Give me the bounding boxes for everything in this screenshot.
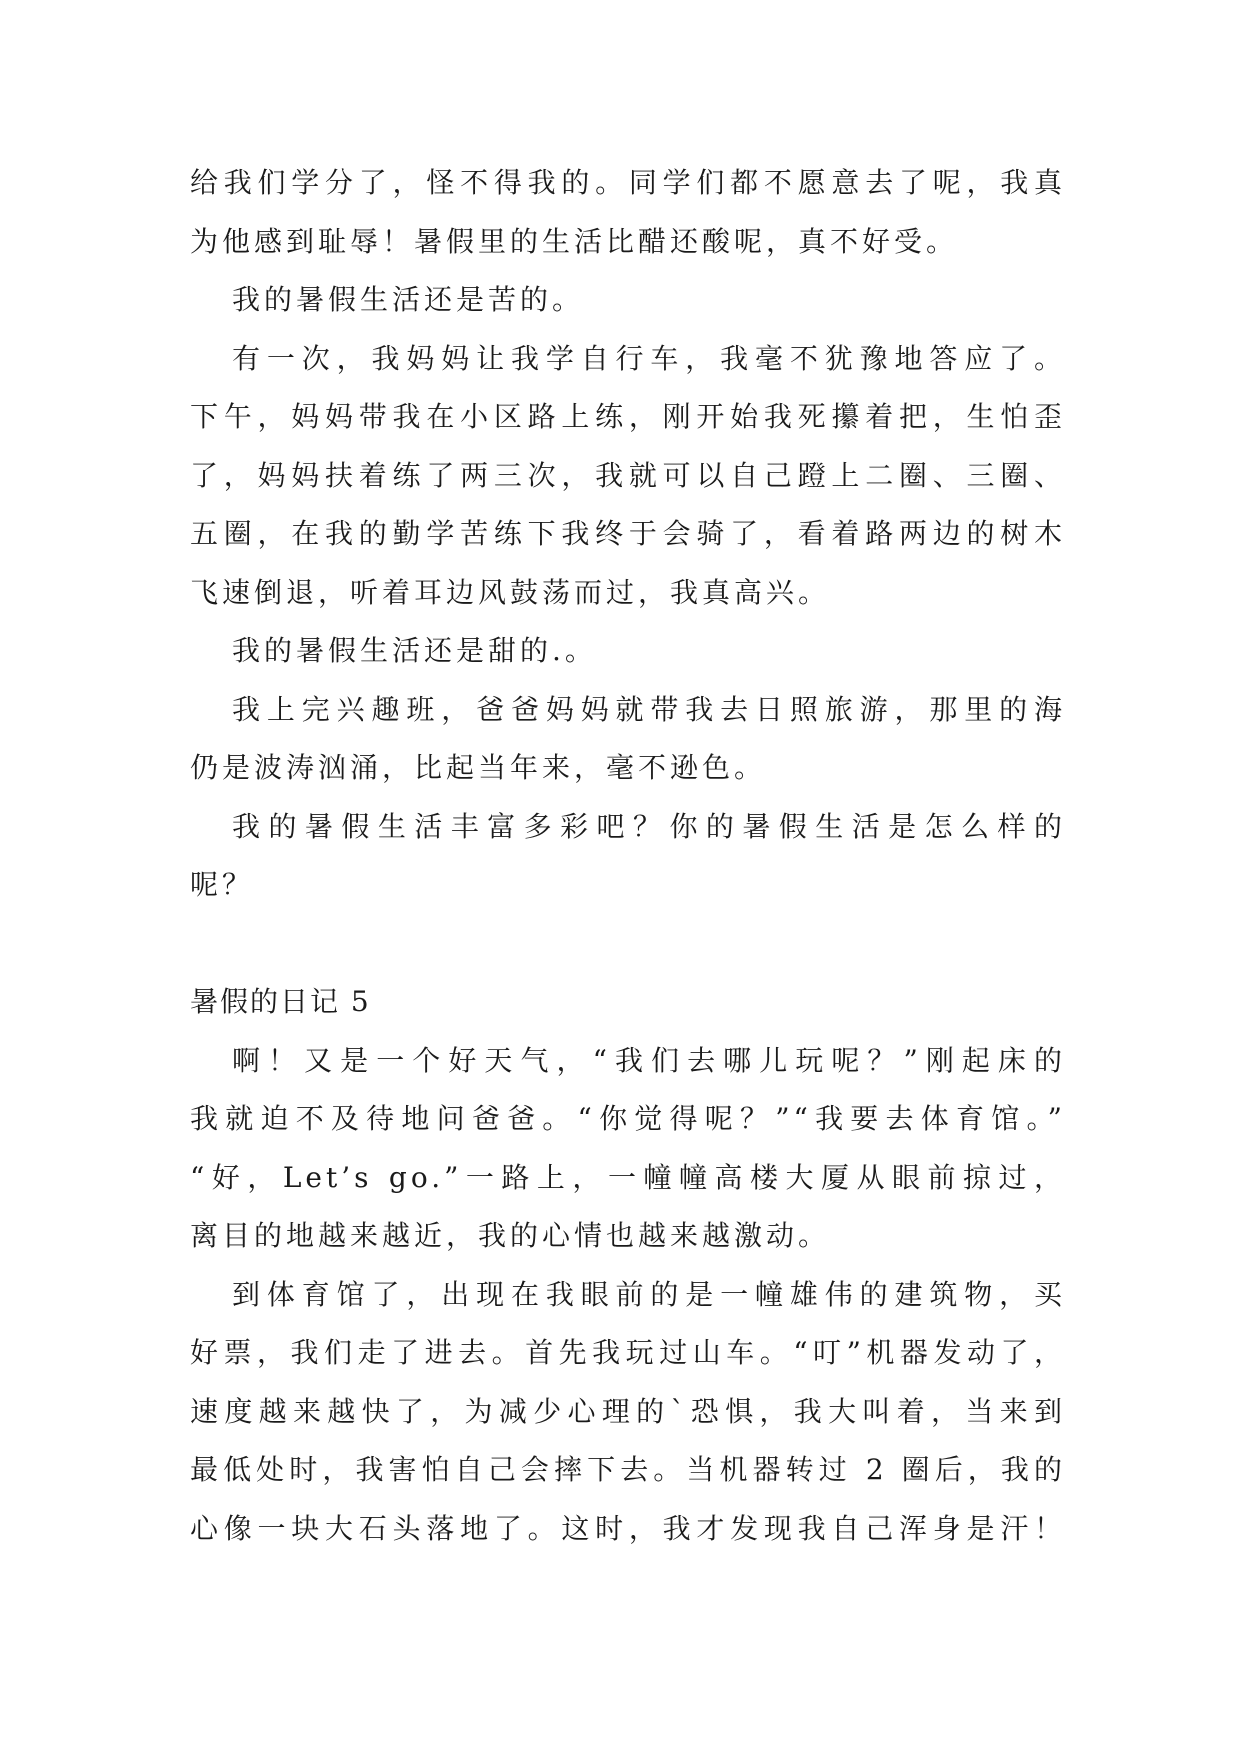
text-line: 啊！又是一个好天气，“我们去哪儿玩呢？”刚起床的 <box>232 1043 1066 1077</box>
text-line: 到体育馆了，出现在我眼前的是一幢雄伟的建筑物，买 <box>232 1277 1066 1311</box>
text-line: 下午，妈妈带我在小区路上练，刚开始我死攥着把，生怕歪 <box>190 400 1066 433</box>
text-line: 我的暑假生活还是苦的。 <box>232 283 585 316</box>
text-line: 给我们学分了，怪不得我的。同学们都不愿意去了呢，我真 <box>190 166 1066 199</box>
text-line: 离目的地越来越近，我的心情也越来越激动。 <box>190 1219 831 1252</box>
document-body <box>190 154 1066 1558</box>
text-line: 为他感到耻辱！暑假里的生活比醋还酸呢，真不好受。 <box>190 224 959 258</box>
text-line: 我的暑假生活丰富多彩吧？你的暑假生活是怎么样的 <box>232 809 1066 843</box>
blank-line <box>190 915 1066 974</box>
text-line: 了，妈妈扶着练了两三次，我就可以自己蹬上二圈、三圈、 <box>190 458 1066 492</box>
text-line: “好，Let’s go.”一路上，一幢幢高楼大厦从眼前掠过， <box>190 1160 1066 1194</box>
text-line: 飞速倒退，听着耳边风鼓荡而过，我真高兴。 <box>190 575 831 609</box>
text-line: 速度越来越快了，为减少心理的`恐惧，我大叫着，当来到 <box>190 1394 1066 1428</box>
text-line: 心像一块大石头落地了。这时，我才发现我自己浑身是汗！ <box>190 1511 1066 1545</box>
text-line: 我就迫不及待地问爸爸。“你觉得呢？”“我要去体育馆。” <box>190 1102 1066 1135</box>
text-line: 呢？ <box>190 868 255 901</box>
text-line: 有一次，我妈妈让我学自行车，我毫不犹豫地答应了。 <box>232 341 1066 375</box>
text-line: 最低处时，我害怕自己会摔下去。当机器转过 2 圈后，我的 <box>190 1453 1066 1486</box>
text-line: 五圈，在我的勤学苦练下我终于会骑了，看着路两边的树木 <box>190 517 1066 550</box>
text-line: 仍是波涛汹涌，比起当年来，毫不逊色。 <box>190 751 767 784</box>
text-line: 好票，我们走了进去。首先我玩过山车。“叮”机器发动了， <box>190 1336 1066 1369</box>
section-heading: 暑假的日记 5 <box>190 985 371 1018</box>
text-line: 我的暑假生活还是甜的.。 <box>232 634 597 667</box>
text-line: 我上完兴趣班，爸爸妈妈就带我去日照旅游，那里的海 <box>232 692 1066 726</box>
